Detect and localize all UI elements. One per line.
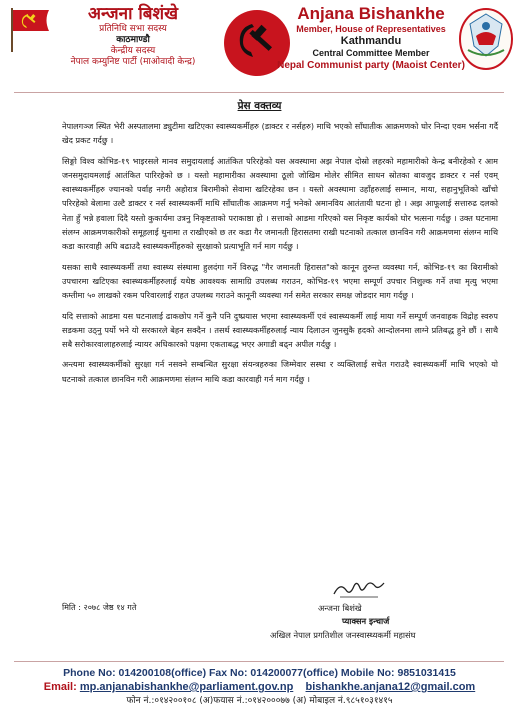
footer [0,666,519,708]
paragraph-1: नेपालगञ्ज स्थित भेरी अस्पतालमा ड्युटीमा खटिएका स्वास्थ्यकर्मीहरु (डाक्टर र नर्सहरु) माथि भएको साँघातीक आक्रमणको घोर निन्दा एवम भर्सना गर्दै खेद प्रकट गर्दछु । [62,121,498,146]
footer-phone-nepali: फोन नं.:०१४२००१०८ (अ)फयास नं.:०१४२०००७७ (अ) मोबाइल नं.९८५१०३१४१५ [126,696,393,706]
role-central-nepali: केन्द्रीय सदस्य [110,46,156,56]
email-link-parliament[interactable]: mp.anjanabishankhe@parliament.gov.np [79,681,294,693]
email-label: Email: [43,681,77,693]
letterhead-left-block [58,4,208,68]
letterhead [0,0,519,92]
place-english: Kathmandu [340,35,402,47]
signatory-role: प्याक्सन इन्चार्ज [342,616,390,626]
role-house-nepali: प्रतिनिधि सभा सदस्य [99,24,167,34]
signatory-name: अन्जना बिशंखे [318,603,362,613]
national-emblem-seal-icon [458,6,514,72]
flag-hammer-sickle-icon [6,5,54,53]
header-divider [14,92,504,93]
press-statement-title: प्रेस वक्तव्य [237,100,282,112]
signatory-organization: अखिल नेपाल प्रगतिशील जनस्वास्थ्यकर्मी महासंघ [270,630,416,640]
paragraph-4: यदि सत्ताको आडमा यस घटनालाई ढाकछोप गर्ने कुनै पनि दुष्प्रयास भएमा स्वास्थ्यकर्मी एवं स्वास्थ्यकर्मी लाई माया गर्ने सम्पूर्ण जनवाहक विद्रोह स्वरुप सडकमा उठ्नु पर्यो भने यो सरकारले बेहन सक्दैन । तसर्थ स्वास्थ्यकर्मीहरुलाई न्याय दिलाउन जुनसुकै हदको आन्दोलनमा लाग्ने प्रतिबद्ध हुने छौं । साथै सबै सरोकारवालाहरुलाई न्यायर अधिकारको पक्षमा एकताबद्ध भएर अगाडी बढ्न अपील गर्दछु । [62,310,498,350]
place-nepali: काठमाण्डौ [116,35,150,45]
name-nepali: अन्जना बिशंखे [87,4,178,24]
role-central-english: Central Committee Member [312,48,430,58]
party-nepali: नेपाल कम्युनिष्ट पार्टी (माओवादी केन्द्र) [70,57,196,67]
letter-body [62,119,498,392]
party-english: Nepal Communist party (Maoist Center) [277,60,465,71]
paragraph-5: अन्त्यमा स्वास्थ्यकर्मीको सुरक्षा गर्न नसक्ने सम्बन्धित सुरक्षा संयन्त्रहरुका जिम्मेवार सस्था र व्यक्तिलाई सचेत गराउदै स्वास्थ्यकर्मी माथि भएको यो घटनाको तत्काल छानविन गरी आक्रमणमा संलग्न माथि कडा कारवाही गर्न माग गर्दछु । [62,359,498,384]
footer-divider [14,661,504,662]
paragraph-2: सिङ्गो विश्व कोभिड-१९ भाइरसले मानव समुदायलाई आतंकित परिरहेको यस अवस्थामा अझ नेपाल दोस्रो लहरको महामारीको केन्द्र बनीरहेको र आम जनसमुदायमलाई आतंकित पारिरहेको छ । यस्तो महामारीका अवस्थामा ठूलो जोखिम मोलेर सीमित साधन स्रोतका बावजुद डाक्टर र नर्स एवम् स्वास्थ्यकर्मीहरु ज्यानको पर्वाह नगरी अहोरात्र बिरामीको सेवामा खटिरहेका छन । यस्तो अवस्थामा उहाँहरुलाई सम्मान, माया, सहानुभूतिको खाँचो परिरहेको बेलामा उल्टै डाक्टर र नर्स स्वास्थ्यकर्मी माथि साँघातीक आक्रमण गर्नु भनेको अमानविय आतंतायी घटना हो । अझ आफूलाई सत्तारुढ दलको नेता हुँ भन्ने हवाला दिदै यस्तो कुकार्यमा उत्रनु निकृष्टताको पराकाष्ठा हो । सत्ताको आडमा गरिएको यस निकृष्ट कार्यको घोर भत्सना गर्दछु । उक्त घटनामा संलग्न आक्रमणकारीको समूहलाई थुनामा त राखीएको छ तर कडा गैर जमानती हिरासतमा राखी घटनाको तत्काल छानविन गरी आक्रमणमा संलग्न माथि कडा कारवाही अघि बढाउदै स्वास्थ्यकर्मीहरुको सुरक्षाको प्रत्याभूति गर्न माग गर्दछु । [62,155,498,252]
date-line: मिति : २०७८ जेष्ठ १४ गते [62,602,137,612]
letterhead-right-block [276,4,466,72]
handwritten-signature [330,578,390,600]
footer-email-line [0,680,519,695]
role-house-english: Member, House of Representatives [296,24,446,34]
paragraph-3: यसका साथै स्वास्थ्यकर्मी तथा स्वास्थ्य संस्थामा हुलदंगा गर्ने विरुद्ध "गैर जमानती हिरासत"को कानून तुरुन्त व्यवस्था गर्न, कोभिड-१९ का बिरामीको उपचारमा खटिएका स्वास्थ्यकर्मीहरुलाई यथेष्ठ आवश्यक सामाग्रि उपलब्ध गराउन, कोभिड-१९ भएमा सम्पूर्ण उपचार निशुल्क गर्ने तथा मृत्यु भएमा कम्तीमा ५० लाखको रकम परिवारलाई राहत उपलब्ध गराउने कानूनी व्यवस्था गर्न समेत सरकार समक्ष जोडदार माग गर्दछु । [62,261,498,301]
name-english: Anjana Bishankhe [297,4,445,23]
footer-phone-english: Phone No: 014200108(office) Fax No: 014200077(office) Mobile No: 9851031415 [63,667,456,679]
email-link-gmail[interactable]: bishankhe.anjana12@gmail.com [305,681,476,693]
